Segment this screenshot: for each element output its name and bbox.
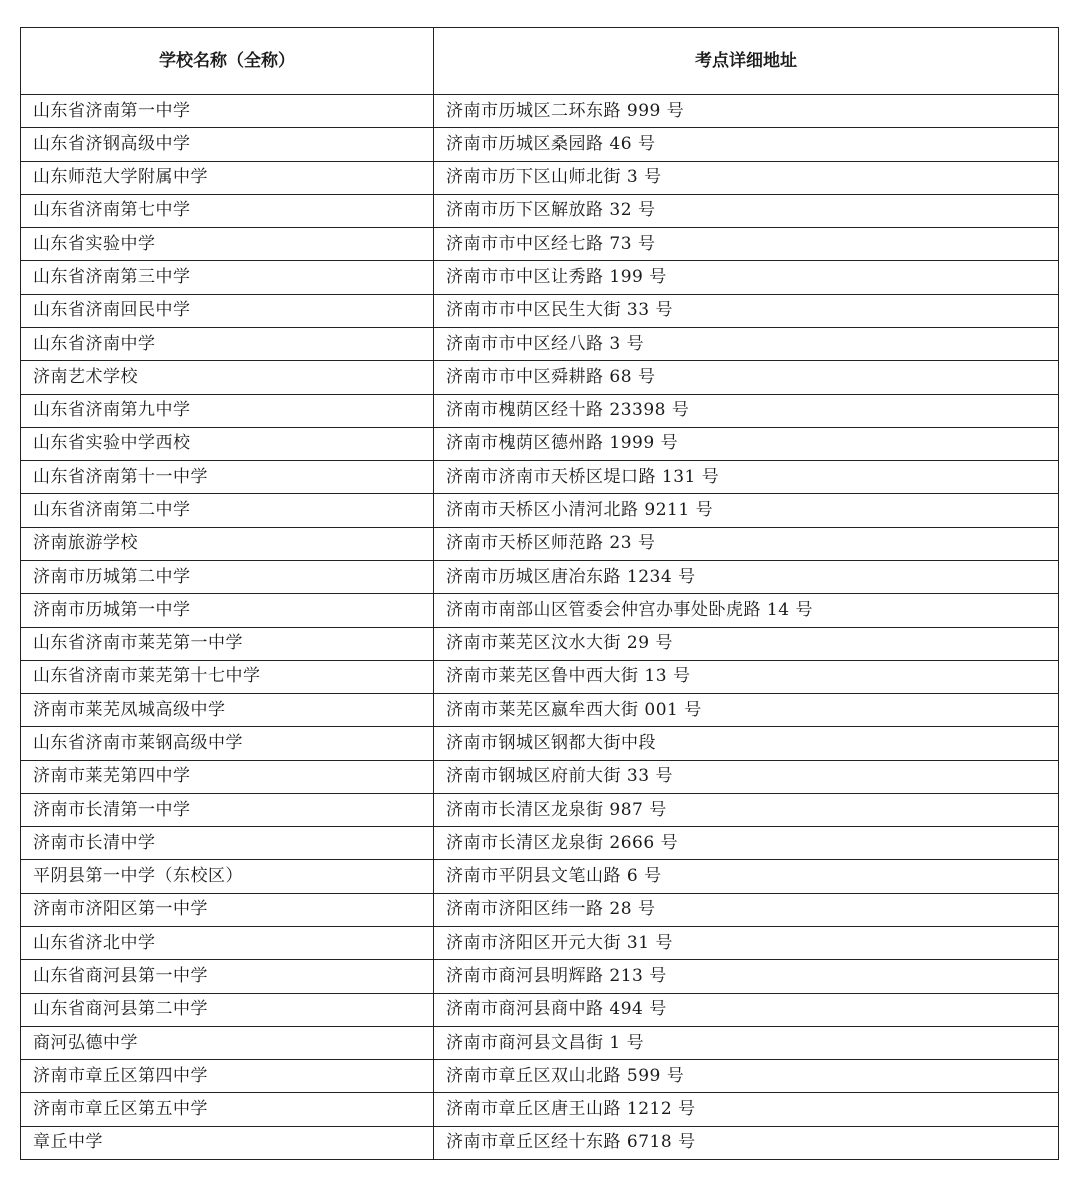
- table-row: [21, 560, 1059, 593]
- table-row: [21, 461, 1059, 494]
- school-name-cell: 山东省济南第一中学: [21, 95, 434, 128]
- exam-address-cell: 济南市莱芜区鲁中西大街 13 号: [434, 660, 1059, 693]
- exam-address-cell: 济南市济阳区纬一路 28 号: [434, 893, 1059, 926]
- school-name-cell: 济南市莱芜第四中学: [21, 760, 434, 793]
- exam-address-cell: 济南市市中区让秀路 199 号: [434, 261, 1059, 294]
- exam-address-cell: 济南市市中区经七路 73 号: [434, 228, 1059, 261]
- school-name-cell: 山东省济钢高级中学: [21, 128, 434, 161]
- table-row: [21, 161, 1059, 194]
- exam-address-cell: 济南市莱芜区汶水大街 29 号: [434, 627, 1059, 660]
- table-row: [21, 660, 1059, 693]
- table-row: [21, 1060, 1059, 1093]
- exam-address-cell: 济南市钢城区府前大街 33 号: [434, 760, 1059, 793]
- school-name-cell: 山东省济南第二中学: [21, 494, 434, 527]
- exam-address-cell: 济南市市中区舜耕路 68 号: [434, 361, 1059, 394]
- exam-address-cell: 济南市市中区民生大街 33 号: [434, 294, 1059, 327]
- exam-address-cell: 济南市济阳区开元大街 31 号: [434, 927, 1059, 960]
- school-name-cell: 济南市长清第一中学: [21, 793, 434, 826]
- table-row: [21, 95, 1059, 128]
- school-name-cell: 平阴县第一中学（东校区）: [21, 860, 434, 893]
- school-name-cell: 山东省济南回民中学: [21, 294, 434, 327]
- school-name-cell: 山东省济南市莱芜第一中学: [21, 627, 434, 660]
- exam-address-cell: 济南市章丘区经十东路 6718 号: [434, 1126, 1059, 1159]
- table-body: [21, 95, 1059, 1160]
- school-name-cell: 济南市历城第二中学: [21, 560, 434, 593]
- table-row: [21, 228, 1059, 261]
- school-name-cell: 济南市章丘区第四中学: [21, 1060, 434, 1093]
- exam-address-cell: 济南市商河县商中路 494 号: [434, 993, 1059, 1026]
- exam-address-cell: 济南市历下区山师北街 3 号: [434, 161, 1059, 194]
- exam-address-cell: 济南市章丘区唐王山路 1212 号: [434, 1093, 1059, 1126]
- table-row: [21, 1126, 1059, 1159]
- table-row: [21, 494, 1059, 527]
- school-name-cell: 山东省商河县第一中学: [21, 960, 434, 993]
- exam-address-cell: 济南市长清区龙泉街 987 号: [434, 793, 1059, 826]
- exam-address-cell: 济南市历下区解放路 32 号: [434, 194, 1059, 227]
- header-school-name: 学校名称（全称）: [21, 28, 434, 95]
- school-name-cell: 山东师范大学附属中学: [21, 161, 434, 194]
- table-row: [21, 128, 1059, 161]
- school-name-cell: 山东省济南第三中学: [21, 261, 434, 294]
- exam-address-cell: 济南市商河县明辉路 213 号: [434, 960, 1059, 993]
- table-row: [21, 427, 1059, 460]
- table-row: [21, 960, 1059, 993]
- exam-site-table: [20, 27, 1059, 1160]
- school-name-cell: 商河弘德中学: [21, 1026, 434, 1059]
- school-name-cell: 山东省济北中学: [21, 927, 434, 960]
- header-exam-address: 考点详细地址: [434, 28, 1059, 95]
- school-name-cell: 章丘中学: [21, 1126, 434, 1159]
- school-name-cell: 济南市章丘区第五中学: [21, 1093, 434, 1126]
- table-row: [21, 760, 1059, 793]
- exam-address-cell: 济南市历城区二环东路 999 号: [434, 95, 1059, 128]
- school-name-cell: 济南市历城第一中学: [21, 594, 434, 627]
- table-row: [21, 194, 1059, 227]
- school-name-cell: 山东省济南第十一中学: [21, 461, 434, 494]
- table-row: [21, 261, 1059, 294]
- school-name-cell: 济南艺术学校: [21, 361, 434, 394]
- school-name-cell: 济南旅游学校: [21, 527, 434, 560]
- school-name-cell: 济南市济阳区第一中学: [21, 893, 434, 926]
- exam-address-cell: 济南市历城区唐冶东路 1234 号: [434, 560, 1059, 593]
- exam-address-cell: 济南市平阴县文笔山路 6 号: [434, 860, 1059, 893]
- table-row: [21, 727, 1059, 760]
- exam-address-cell: 济南市槐荫区德州路 1999 号: [434, 427, 1059, 460]
- exam-address-cell: 济南市天桥区小清河北路 9211 号: [434, 494, 1059, 527]
- exam-address-cell: 济南市历城区桑园路 46 号: [434, 128, 1059, 161]
- table-row: [21, 993, 1059, 1026]
- exam-address-cell: 济南市槐荫区经十路 23398 号: [434, 394, 1059, 427]
- table-row: [21, 327, 1059, 360]
- exam-address-cell: 济南市钢城区钢都大街中段: [434, 727, 1059, 760]
- table-row: [21, 294, 1059, 327]
- table-row: [21, 361, 1059, 394]
- school-name-cell: 山东省实验中学西校: [21, 427, 434, 460]
- exam-address-cell: 济南市长清区龙泉街 2666 号: [434, 827, 1059, 860]
- exam-address-cell: 济南市天桥区师范路 23 号: [434, 527, 1059, 560]
- table-row: [21, 594, 1059, 627]
- table-row: [21, 893, 1059, 926]
- table-row: [21, 927, 1059, 960]
- school-name-cell: 济南市莱芜凤城高级中学: [21, 694, 434, 727]
- exam-address-cell: 济南市南部山区管委会仲宫办事处卧虎路 14 号: [434, 594, 1059, 627]
- table-row: [21, 627, 1059, 660]
- table-row: [21, 1026, 1059, 1059]
- table-row: [21, 694, 1059, 727]
- exam-address-cell: 济南市济南市天桥区堤口路 131 号: [434, 461, 1059, 494]
- exam-address-cell: 济南市莱芜区嬴牟西大街 001 号: [434, 694, 1059, 727]
- school-name-cell: 山东省济南市莱芜第十七中学: [21, 660, 434, 693]
- table-row: [21, 394, 1059, 427]
- table-row: [21, 860, 1059, 893]
- table-row: [21, 1093, 1059, 1126]
- table-row: [21, 793, 1059, 826]
- school-name-cell: 山东省济南第七中学: [21, 194, 434, 227]
- school-name-cell: 山东省实验中学: [21, 228, 434, 261]
- table-row: [21, 527, 1059, 560]
- exam-address-cell: 济南市商河县文昌街 1 号: [434, 1026, 1059, 1059]
- table-row: [21, 827, 1059, 860]
- exam-address-cell: 济南市章丘区双山北路 599 号: [434, 1060, 1059, 1093]
- school-name-cell: 山东省济南第九中学: [21, 394, 434, 427]
- header-row: [21, 28, 1059, 95]
- exam-address-cell: 济南市市中区经八路 3 号: [434, 327, 1059, 360]
- school-name-cell: 济南市长清中学: [21, 827, 434, 860]
- school-name-cell: 山东省商河县第二中学: [21, 993, 434, 1026]
- school-name-cell: 山东省济南中学: [21, 327, 434, 360]
- school-name-cell: 山东省济南市莱钢高级中学: [21, 727, 434, 760]
